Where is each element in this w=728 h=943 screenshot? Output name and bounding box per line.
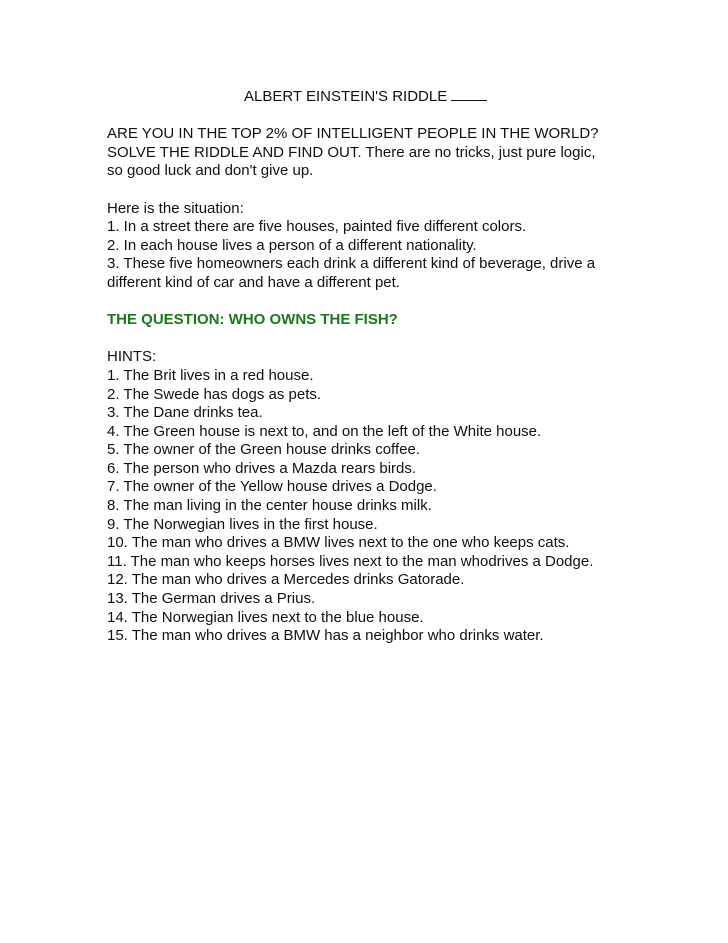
situation-line: different kind of car and have a different pet.: [107, 273, 400, 291]
document-title: [107, 86, 637, 107]
hint-line: 13. The German drives a Prius.: [107, 590, 316, 608]
title-underline: [451, 86, 487, 101]
hint-line: 9. The Norwegian lives in the first house.: [107, 515, 378, 533]
situation-line: 3. These five homeowners each drink a different kind of beverage, drive a: [107, 255, 596, 273]
hint-line: 11. The man who keeps horses lives next to the man whodrives a Dodge.: [107, 552, 594, 570]
question-section: [107, 311, 637, 330]
hint-line: 12. The man who drives a Mercedes drinks Gatorade.: [107, 571, 465, 589]
document-body: [107, 86, 637, 664]
hint-line: 7. The owner of the Yellow house drives a Dodge.: [107, 478, 437, 496]
question-text: THE QUESTION: WHO OWNS THE FISH?: [107, 311, 398, 329]
hint-line: 4. The Green house is next to, and on the left of the White house.: [107, 422, 542, 440]
document-title-text: ALBERT EINSTEIN'S RIDDLE: [244, 88, 448, 105]
hint-line: 6. The person who drives a Mazda rears birds.: [107, 459, 417, 477]
intro-paragraph: [107, 125, 637, 181]
situation-line: 1. In a street there are five houses, painted five different colors.: [107, 218, 527, 236]
hints-section: [107, 348, 637, 646]
hint-line: 15. The man who drives a BMW has a neighbor who drinks water.: [107, 627, 544, 645]
situation-heading: Here is the situation:: [107, 199, 244, 217]
hint-line: 14. The Norwegian lives next to the blue house.: [107, 608, 424, 626]
intro-line: ARE YOU IN THE TOP 2% OF INTELLIGENT PEOPLE IN THE WORLD?: [107, 125, 599, 143]
situation-section: [107, 200, 637, 293]
hints-heading: HINTS:: [107, 348, 157, 366]
hint-line: 3. The Dane drinks tea.: [107, 404, 263, 422]
intro-line: SOLVE THE RIDDLE AND FIND OUT. There are no tricks, just pure logic,: [107, 143, 596, 161]
hint-line: 5. The owner of the Green house drinks coffee.: [107, 441, 420, 459]
hint-line: 10. The man who drives a BMW lives next to the one who keeps cats.: [107, 534, 570, 552]
intro-line: so good luck and don't give up.: [107, 162, 314, 180]
hint-line: 8. The man living in the center house drinks milk.: [107, 497, 432, 515]
hint-line: 2. The Swede has dogs as pets.: [107, 385, 322, 403]
hint-line: 1. The Brit lives in a red house.: [107, 366, 314, 384]
situation-line: 2. In each house lives a person of a different nationality.: [107, 236, 477, 254]
